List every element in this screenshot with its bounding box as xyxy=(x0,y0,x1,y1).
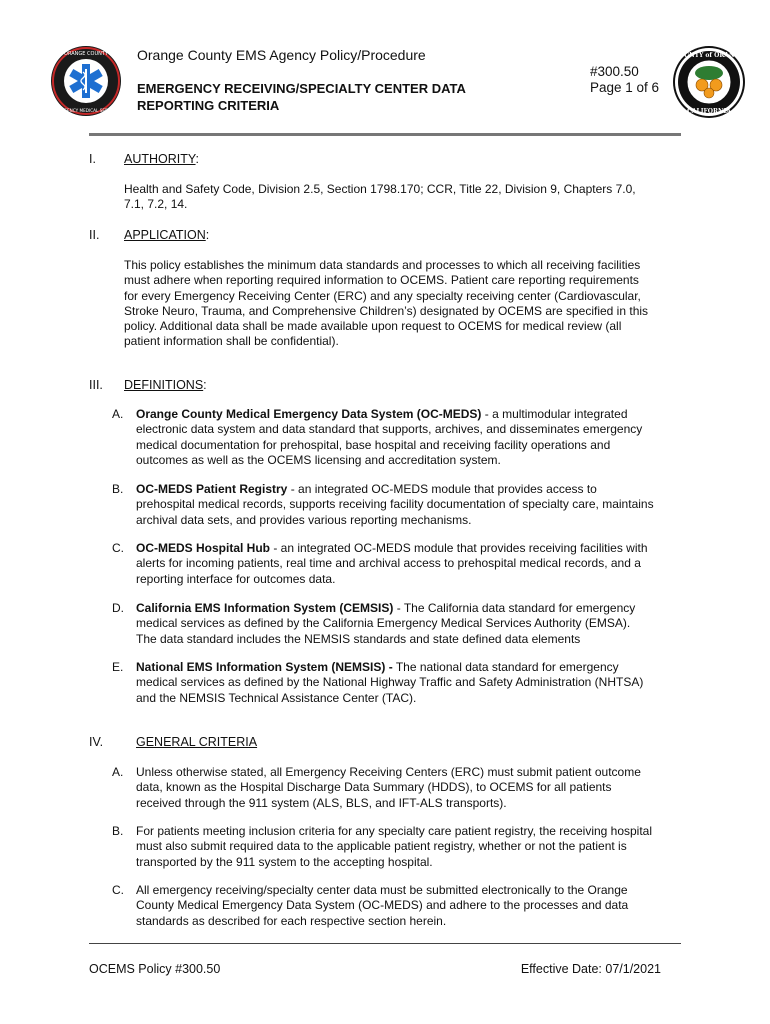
definition-line: Orange County Medical Emergency Data System (OC-MEDS) - a multimodular integrated xyxy=(136,407,628,421)
definition-line: California EMS Information System (CEMSIS) - The California data standard for emergency xyxy=(136,601,636,615)
criteria-line: transported by the 911 system to the accepting hospital. xyxy=(136,854,433,869)
definition-ocmeds xyxy=(136,407,681,468)
header-divider xyxy=(89,133,681,136)
criteria-line: For patients meeting inclusion criteria for any specialty care patient registry, the receiving hospital xyxy=(136,824,653,838)
definition-letter-c: C. xyxy=(112,541,124,555)
criteria-line: County Medical Emergency Data System (OC-MEDS) and adhere to the processes and data xyxy=(136,898,629,913)
definition-line: electronic data system and data standard that supports, archives, and disseminates emergency xyxy=(136,422,643,437)
application-line: This policy establishes the minimum data standards and processes to which all receiving facilities xyxy=(124,258,641,272)
definition-line: medical documentation for prehospital, base hospital and receiving facility operations and xyxy=(136,437,611,452)
definition-line: OC-MEDS Patient Registry - an integrated OC-MEDS module that provides access to xyxy=(136,482,597,496)
criteria-line: must also submit required data to the applicable patient registry, whether or not the patient is xyxy=(136,839,627,854)
criteria-letter-b: B. xyxy=(112,824,124,838)
svg-text:EMERGENCY MEDICAL SERVICES: EMERGENCY MEDICAL SERVICES xyxy=(51,108,121,113)
criteria-item-b xyxy=(136,824,681,870)
definition-line: archival data sets, and provides various reporting mechanisms. xyxy=(136,512,472,527)
definition-line: National EMS Information System (NEMSIS) - The national data standard for emergency xyxy=(136,660,619,674)
definition-line: prehospital medical records, supports receiving facility documentation of specialty care, maintains xyxy=(136,497,654,512)
authority-text xyxy=(124,182,684,213)
definition-line: medical services as defined by the California Emergency Medical Services Authority (EMSA). xyxy=(136,616,631,631)
county-seal xyxy=(672,45,746,119)
application-line: patient information shall be confidential). xyxy=(124,334,339,349)
criteria-line: standards as described for each respective section herein. xyxy=(136,913,447,928)
policy-title xyxy=(137,80,537,114)
criteria-line: All emergency receiving/specialty center data must be submitted electronically to the Orange xyxy=(136,883,628,897)
section-heading-application xyxy=(124,228,209,242)
authority-text-line2: 7.1, 7.2, 14. xyxy=(124,197,188,212)
policy-number: #300.50 xyxy=(590,64,639,79)
criteria-line: received through the 911 system (ALS, BLS, and IFT-ALS transports). xyxy=(136,795,507,810)
application-heading-text: APPLICATION xyxy=(124,228,206,242)
definition-line: The data standard includes the NEMSIS standards and state defined data elements xyxy=(136,631,581,646)
criteria-line: data, known as the Hospital Discharge Data Summary (HDDS), to OCEMS for all patients xyxy=(136,780,612,795)
definition-letter-a: A. xyxy=(112,407,124,421)
application-heading-colon: : xyxy=(205,228,210,242)
definition-letter-b: B. xyxy=(112,482,124,496)
section-heading-definitions xyxy=(124,378,207,392)
definition-line: outcomes as well as the OCEMS licensing and accreditation system. xyxy=(136,452,501,467)
footer-effective-date: Effective Date: 07/1/2021 xyxy=(520,962,661,976)
authority-heading-colon: : xyxy=(195,152,200,166)
criteria-item-a xyxy=(136,765,681,811)
definition-cemsis xyxy=(136,601,681,647)
definition-term: OC-MEDS Hospital Hub xyxy=(136,541,270,555)
definition-line: and the NEMSIS Technical Assistance Center (TAC). xyxy=(136,690,417,705)
criteria-line: Unless otherwise stated, all Emergency Receiving Centers (ERC) must submit patient outcome xyxy=(136,765,641,779)
section-heading-general-criteria: GENERAL CRITERIA xyxy=(136,735,258,749)
definitions-heading-text: DEFINITIONS xyxy=(124,378,204,392)
section-number-general-criteria: IV. xyxy=(89,735,104,749)
section-number-application: II. xyxy=(89,228,100,242)
footer-divider xyxy=(89,943,681,944)
svg-text:CALIFORNIA: CALIFORNIA xyxy=(687,108,731,115)
svg-text:COUNTY of ORANGE: COUNTY of ORANGE xyxy=(673,52,745,59)
definition-letter-e: E. xyxy=(112,660,124,674)
definition-line: reporting interface for outcomes data. xyxy=(136,571,336,586)
definition-line: alerts for incoming patients, real time and archival access to prehospital medical records, and a xyxy=(136,556,641,571)
application-text xyxy=(124,258,684,350)
definition-letter-d: D. xyxy=(112,601,124,615)
policy-title-line1: EMERGENCY RECEIVING/SPECIALTY CENTER DATA xyxy=(137,81,466,96)
definitions-heading-colon: : xyxy=(203,378,207,392)
definition-term: Orange County Medical Emergency Data System (OC-MEDS) xyxy=(136,407,482,421)
definition-term: OC-MEDS Patient Registry xyxy=(136,482,288,496)
application-line: must adhere when reporting required information to OCEMS. Patient care reporting requirements xyxy=(124,273,639,288)
application-line: policy. Additional data shall be made available upon request to OCEMS for medical review (all xyxy=(124,319,622,334)
application-line: Stroke Neuro, Trauma, and Comprehensive Children’s) designated by OCEMS are specified in this xyxy=(124,303,649,318)
definition-term: National EMS Information System (NEMSIS) - xyxy=(136,660,393,674)
agency-name: Orange County EMS Agency Policy/Procedure xyxy=(137,47,426,63)
definition-line: OC-MEDS Hospital Hub - an integrated OC-MEDS module that provides receiving facilities with xyxy=(136,541,648,555)
svg-text:ORANGE COUNTY: ORANGE COUNTY xyxy=(64,51,108,57)
definition-hospital-hub xyxy=(136,541,681,587)
section-number-authority: I. xyxy=(89,152,96,166)
authority-heading-text: AUTHORITY xyxy=(124,152,196,166)
footer-policy: OCEMS Policy #300.50 xyxy=(89,962,221,976)
policy-number-block xyxy=(590,64,659,96)
ocems-logo xyxy=(50,45,122,117)
application-line: for every Emergency Receiving Center (ERC) and any specialty receiving center (Cardiovascular, xyxy=(124,288,641,303)
definition-term: California EMS Information System (CEMSIS) xyxy=(136,601,394,615)
definition-line: medical services as defined by the National Highway Traffic and Safety Administration (NHTSA) xyxy=(136,675,644,690)
definition-patient-registry xyxy=(136,482,681,528)
definition-nemsis xyxy=(136,660,681,706)
policy-title-line2: REPORTING CRITERIA xyxy=(137,98,280,113)
section-heading-authority xyxy=(124,152,199,166)
criteria-letter-c: C. xyxy=(112,883,124,897)
criteria-letter-a: A. xyxy=(112,765,124,779)
authority-text-line1: Health and Safety Code, Division 2.5, Section 1798.170; CCR, Title 22, Division 9, Chapters 7.0, xyxy=(124,182,636,196)
criteria-item-c xyxy=(136,883,681,929)
page-indicator: Page 1 of 6 xyxy=(590,80,660,95)
section-number-definitions: III. xyxy=(89,378,103,392)
